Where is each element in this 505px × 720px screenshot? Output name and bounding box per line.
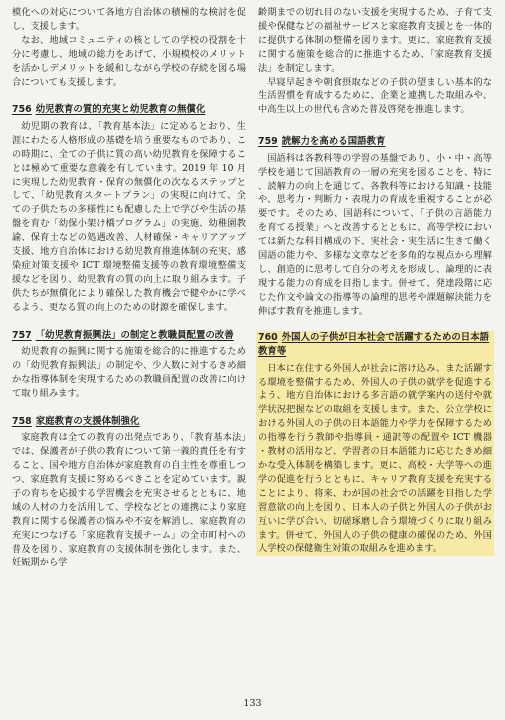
section-756-body: 幼児期の教育は、「教育基本法」に定めるとおり、生涯にわたる人格形成の基礎を培う重要なものであり、この時期に、全ての子供に質の高い幼児教育を保障することは極めて重要な意義を有しています。2019 年 10 月に実現した幼児教育・保育の無償化の次なるステップとして、「幼児教育スタートプラン」の実現に向けて、全ての子供たちの多様性にも配慮した上で学びや生活の基盤を育む「幼保小架け橋プログラム」の実施、幼稚園教諭、保育士などの処遇改善、人材確保・キャリアアップ支援、地方自治体における幼児教育推進体制の充実、感染症対策支援や ICT 環境整備支援等の教育環境整備支援などを図り、幼児教育の質の向上に取り組みます。子供たちが無償化により確保した教育機会で健やかに学べるよう、更なる質の向上のための財源を確保します。 xyxy=(12,120,246,313)
right-column xyxy=(258,6,492,556)
section-759-heading xyxy=(258,135,492,150)
section-759-body: 国語科は各教科等の学習の基盤であり、小・中・高等学校を通じて国語教育の一層の充実を図ることを、特に、読解力の向上を通じて、各教科等における知識・技能や、思考力・判断力・表現力の育成を重視することが必要です。そのため、国語科について、「子供の言語能力を育てる授業」へと改善するとともに、高等学校においては新たな科目構成の下、実社会・実生活に生きて働く国語の能力や、多様な文章などを多角的な視点から理解し、創造的に思考して自分の考えを形成し、論理的に表現する能力の育成を目指します。併せて、発達段階に応じた作文や論文の指導等の論理的思考や課題解決能力を伸ばす教育を推進します。 xyxy=(258,152,492,317)
section-757-title: 「幼児教育振興法」の制定と教職員配置の改善 xyxy=(35,329,234,341)
section-758-number: 758 xyxy=(12,415,32,427)
right-intro-paragraph-1: 齢期までの切れ目のない支援を実現するため、子育て支援や保健などの福祉サービスと家庭教育支援とを一体的に提供する体制の整備を図ります。更に、家庭教育支援に関する施策を総合的に推進するため、「家庭教育支援法」を制定します。 xyxy=(258,7,492,74)
section-758-title: 家庭教育の支援体制強化 xyxy=(35,415,140,427)
section-760-body: 日本に在住する外国人が社会に溶け込み、また活躍する環境を整備するため、外国人の子供の就学を促進するよう、地方自治体における多言語の就学案内の送付や就学状況把握などの取組を支援します。また、公立学校における外国人の子供の日本語能力や学力を保障するための指導を行う教師や指導員・通訳等の配置や ICT 機器・教材の活用など、学習者の日本語能力に応じたきめ細かな受入体制を構築します。更に、高校・大学等への進学の促進を行うとともに、キャリア教育支援を充実することにより、将来、わが国の社会での活躍を目指した学習意欲の向上を図り、日本人の子供と外国人の子供がお互いに学び合い、切磋琢磨し合う環境づくりに取り組みます。併せて、外国人の子供の健康の確保のため、外国人学校の保健衛生対策の取組みを進めます。 xyxy=(258,362,492,555)
section-757-number: 757 xyxy=(12,329,32,341)
section-760-title: 外国人の子供が日本社会で活躍するための日本語教育等 xyxy=(258,331,490,358)
section-756-heading xyxy=(12,103,246,118)
section-760-number: 760 xyxy=(258,331,278,343)
section-760-highlight xyxy=(256,331,494,557)
section-757-heading xyxy=(12,329,246,344)
section-759-title: 読解力を高める国語教育 xyxy=(281,136,386,148)
section-756-number: 756 xyxy=(12,104,32,116)
section-758-heading xyxy=(12,415,246,430)
section-759-number: 759 xyxy=(258,136,278,148)
left-intro-paragraph-1: 模化への対応について各地方自治体の積極的な検討を促し、支援します。 xyxy=(12,7,246,32)
section-760-heading xyxy=(258,331,492,360)
section-758-body: 家庭教育は全ての教育の出発点であり、「教育基本法」では、保護者が子供の教育について第一義的責任を有すること、国や地方自治体が家庭教育の自主性を尊重しつつ、家庭教育支援に努めるべきことを定めています。親子の育ちを応援する学習機会を充実させるとともに、地域の人材の力を活用して、学校などとの連携により家庭教育に関する保護者の悩みや不安を解消し、家庭教育の充実につなげる「家庭教育支援チーム」の全市町村への普及を図り、家庭教育の支援体制を強化します。また、妊娠期から学 xyxy=(12,432,246,569)
page-number: 133 xyxy=(243,698,262,709)
left-column xyxy=(12,6,246,570)
section-756-title: 幼児教育の質的充実と幼児教育の無償化 xyxy=(35,104,206,116)
left-intro-paragraph-2: なお、地域コミュニティの核としての学校の役割を十分に考慮し、地域の総力をあげて、小規模校のメリットを活かしデメリットを緩和しながら学校の存続を図る場合についても支援します。 xyxy=(12,34,246,88)
section-757-body: 幼児教育の振興に関する施策を総合的に推進するための「幼児教育振興法」の制定や、少人数に対するきめ細かな指導体制を実現するための教職員配置の改善に向けて取り組みます。 xyxy=(12,346,246,399)
right-intro-paragraph-2: 早寝早起きや朝食摂取などの子供の望ましい基本的な生活習慣を育成するために、企業と連携した取組みや、中高生以上の世代も含めた普及啓発を推進します。 xyxy=(258,76,492,116)
